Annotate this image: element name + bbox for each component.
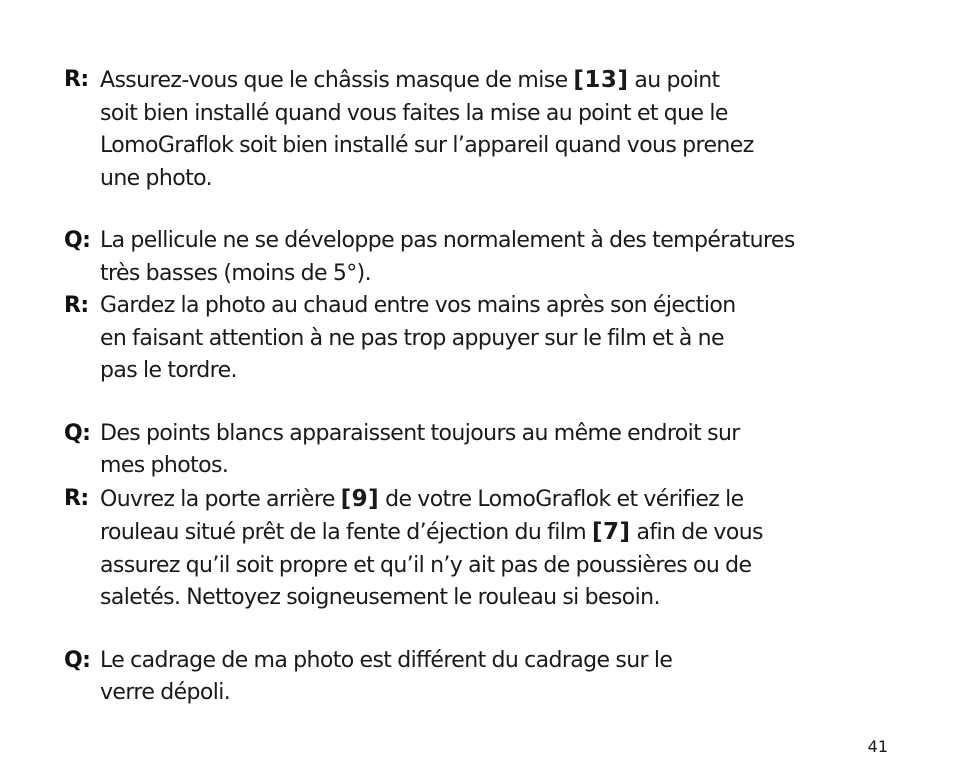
answer-text bbox=[100, 483, 904, 615]
answer-label: R: bbox=[64, 485, 89, 511]
question-block bbox=[64, 645, 904, 710]
part-reference: [9] bbox=[340, 485, 380, 512]
text-line: Des points blancs apparaissent toujours au même endroit sur bbox=[100, 420, 740, 446]
answer-text bbox=[100, 290, 904, 388]
question-block bbox=[64, 225, 904, 290]
question-text bbox=[100, 225, 904, 290]
text-line: Assurez-vous que le châssis masque de mise [13] au point bbox=[100, 67, 720, 93]
spacer bbox=[64, 195, 904, 225]
spacer bbox=[64, 388, 904, 418]
answer-label: R: bbox=[64, 293, 89, 318]
text-line: Le cadrage de ma photo est différent du cadrage sur le bbox=[100, 647, 673, 673]
text-line: verre dépoli. bbox=[100, 680, 231, 705]
spacer bbox=[64, 615, 904, 645]
page-number: 41 bbox=[867, 737, 888, 756]
answer-text bbox=[100, 64, 904, 195]
text-line: mes photos. bbox=[100, 453, 229, 478]
question-label: Q: bbox=[64, 228, 91, 253]
question-text bbox=[100, 645, 904, 710]
text-line: en faisant attention à ne pas trop appuyer sur le film et à ne bbox=[100, 325, 724, 351]
text-line: rouleau situé prêt de la fente d’éjection du film [7] afin de vous bbox=[100, 519, 763, 545]
text-line: pas le tordre. bbox=[100, 358, 237, 383]
text-line: assurez qu’il soit propre et qu’il n’y ait pas de poussières ou de bbox=[100, 552, 752, 578]
answer-block bbox=[64, 483, 904, 615]
question-label: Q: bbox=[64, 420, 91, 446]
faq-content bbox=[64, 64, 904, 710]
part-reference: [7] bbox=[592, 519, 631, 545]
text-line: Ouvrez la porte arrière [9] de votre LomoGraflok et vérifiez le bbox=[100, 485, 744, 512]
text-line: une photo. bbox=[100, 165, 212, 191]
question-block bbox=[64, 418, 904, 483]
text-line: saletés. Nettoyez soigneusement le rouleau si besoin. bbox=[100, 585, 660, 610]
question-text bbox=[100, 418, 904, 483]
answer-block bbox=[64, 64, 904, 195]
text-line: Gardez la photo au chaud entre vos mains après son éjection bbox=[100, 293, 736, 318]
answer-label: R: bbox=[64, 67, 89, 92]
text-line: LomoGraflok soit bien installé sur l’appareil quand vous prenez bbox=[100, 133, 754, 158]
text-line: soit bien installé quand vous faites la mise au point et que le bbox=[100, 100, 728, 126]
text-line: La pellicule ne se développe pas normalement à des températures bbox=[100, 228, 795, 253]
question-label: Q: bbox=[64, 647, 91, 673]
answer-block bbox=[64, 290, 904, 388]
part-reference: [13] bbox=[573, 67, 629, 93]
text-line: très basses (moins de 5°). bbox=[100, 260, 371, 286]
